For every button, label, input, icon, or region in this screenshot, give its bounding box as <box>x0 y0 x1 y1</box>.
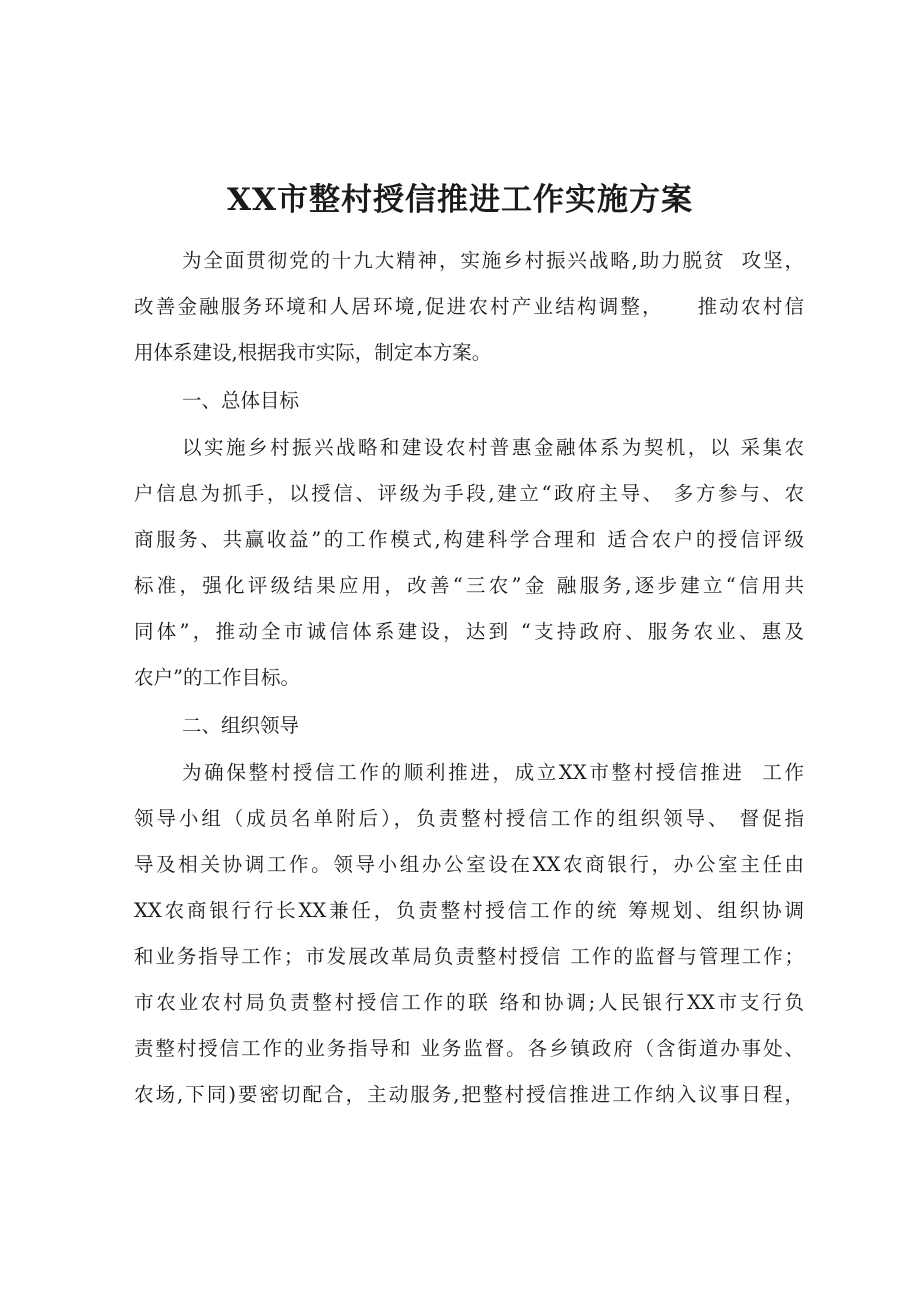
section-heading: 二、组织领导 <box>182 714 300 737</box>
paragraph-line: 同体”，推动全市诚信体系建设，达到 “支持政府、服务农业、惠及 <box>134 620 804 643</box>
paragraph-line: 户信息为抓手，以授信、评级为手段,建立“政府主导、 多方参与、农 <box>134 482 804 505</box>
paragraph-line: 市农业农村局负责整村授信工作的联 络和协调;人民银行XX市支行负 <box>134 991 804 1014</box>
paragraph-line: 用体系建设,根据我市实际，制定本方案。 <box>134 341 492 364</box>
paragraph-line: 责整村授信工作的业务指导和 业务监督。各乡镇政府（含街道办事处、 <box>134 1037 804 1060</box>
paragraph-line: 商服务、共赢收益”的工作模式,构建科学合理和 适合农户的授信评级 <box>134 528 804 551</box>
paragraph-line: 导及相关协调工作。领导小组办公室设在XX农商银行，办公室主任由 <box>134 853 804 876</box>
paragraph-line: 和业务指导工作；市发展改革局负责整村授信 工作的监督与管理工作； <box>134 945 804 968</box>
paragraph-line: 为全面贯彻党的十九大精神，实施乡村振兴战略,助力脱贫 攻坚， <box>182 249 804 272</box>
paragraph-line: 以实施乡村振兴战略和建设农村普惠金融体系为契机，以 采集农 <box>182 436 804 459</box>
document-title: XX市整村授信推进工作实施方案 <box>226 182 694 218</box>
paragraph-line: XX农商银行行长XX兼任，负责整村授信工作的统 筹规划、组织协调 <box>134 899 804 922</box>
paragraph-line: 农户”的工作目标。 <box>134 666 300 689</box>
paragraph-line: 农场,下同)要密切配合，主动服务,把整村授信推进工作纳入议事日程， <box>134 1083 804 1106</box>
paragraph-line: 改善金融服务环境和人居环境,促进农村产业结构调整， 推动农村信 <box>134 295 804 318</box>
section-heading: 一、总体目标 <box>182 389 300 412</box>
paragraph-line: 领导小组（成员名单附后），负责整村授信工作的组织领导、 督促指 <box>134 807 804 830</box>
paragraph-line: 标准，强化评级结果应用，改善“三农”金 融服务,逐步建立“信用共 <box>134 574 804 597</box>
paragraph-line: 为确保整村授信工作的顺利推进，成立XX市整村授信推进 工作 <box>182 761 804 784</box>
